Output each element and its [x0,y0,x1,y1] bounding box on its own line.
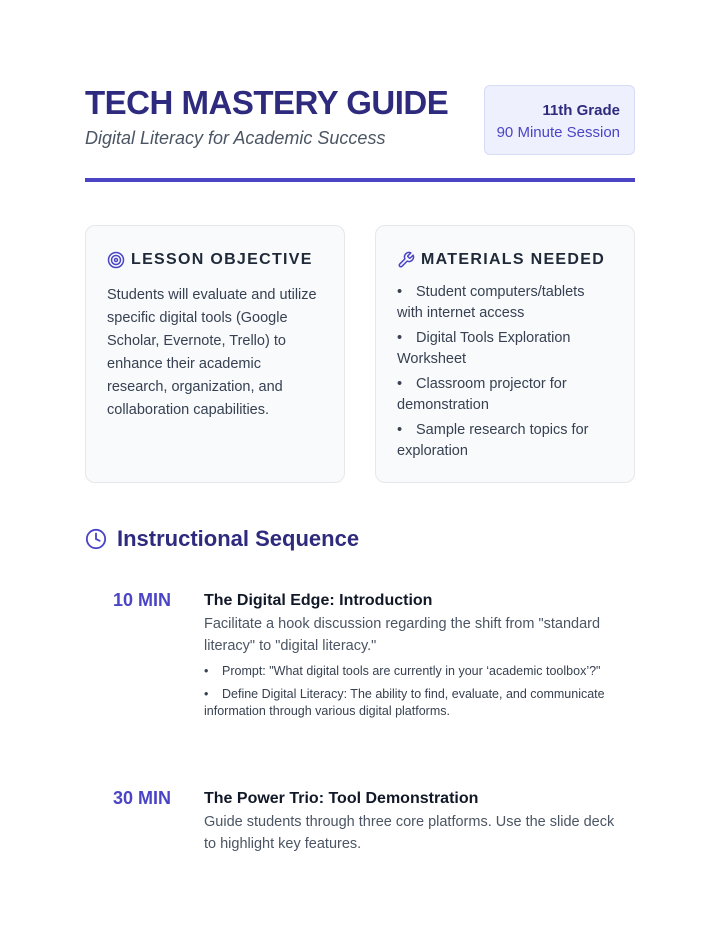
session-length: 90 Minute Session [496,124,620,141]
objective-title: LESSON OBJECTIVE [131,251,313,268]
session-info-box [484,85,635,155]
objective-text: Students will evaluate and utilize specific digital tools (Google Scholar, Evernote, Trello) to enhance their academic research, organization, and collaboration capabilities. [107,287,317,418]
clock-icon [85,528,107,550]
list-item: • Classroom projector for demonstration [397,376,567,413]
step-time: 10 MIN [112,590,171,610]
header-divider [85,178,635,182]
materials-list [397,282,614,462]
target-icon [107,251,125,269]
sequence-title: Instructional Sequence [117,526,360,551]
list-item: • Digital Tools Exploration Worksheet [397,330,571,367]
materials-title: MATERIALS NEEDED [421,251,606,268]
list-item: • Sample research topics for exploration [397,422,589,459]
list-item: • Prompt: "What digital tools are currently in your ‘academic toolbox’?" [204,664,601,678]
grade-label: 11th Grade [542,102,620,119]
materials-card [375,225,635,483]
page-title: TECH MASTERY GUIDE [85,84,449,121]
step-description: Facilitate a hook discussion regarding the shift from "standard literacy" to "digital literacy." [204,616,601,654]
step-bullets [204,663,629,720]
page-subtitle: Digital Literacy for Academic Success [85,128,386,148]
list-item: • Define Digital Literacy: The ability to find, evaluate, and communicate information through various digital platforms. [204,687,605,718]
header [85,84,635,164]
step-title: The Digital Edge: Introduction [204,592,433,609]
sequence-heading [85,526,359,552]
step-description: Guide students through three core platforms. Use the slide deck to highlight key features. [204,814,615,852]
list-item: • Student computers/tablets with internet access [397,284,585,321]
objective-card [85,225,345,483]
step-time: 30 MIN [112,788,171,808]
step-title: The Power Trio: Tool Demonstration [204,790,479,807]
wrench-icon [397,251,415,269]
